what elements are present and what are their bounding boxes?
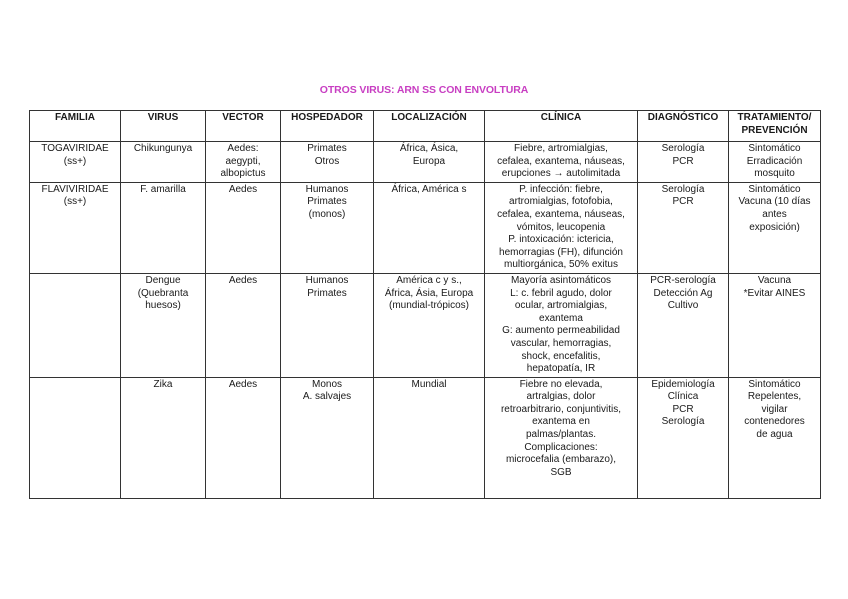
cell-vector: Aedes bbox=[206, 273, 281, 377]
cell-vector: Aedes bbox=[206, 182, 281, 273]
cell-tratamiento: Sintomático Erradicación mosquito bbox=[729, 142, 821, 183]
cell-tratamiento: Vacuna *Evitar AINES bbox=[729, 273, 821, 377]
cell-clinica: Fiebre, artromialgias, cefalea, exantema, náuseas, erupciones → autolimitada bbox=[485, 142, 638, 183]
cell-tratamiento: Sintomático Repelentes, vigilar contenedores de agua bbox=[729, 377, 821, 498]
header-tratamiento: TRATAMIENTO/ PREVENCIÓN bbox=[729, 111, 821, 142]
header-diagnostico: DIAGNÓSTICO bbox=[638, 111, 729, 142]
cell-familia: TOGAVIRIDAE (ss+) bbox=[30, 142, 121, 183]
cell-diagnostico: Serología PCR bbox=[638, 142, 729, 183]
cell-hospedador: Humanos Primates (monos) bbox=[281, 182, 374, 273]
cell-diagnostico: Serología PCR bbox=[638, 182, 729, 273]
header-clinica: CLÍNICA bbox=[485, 111, 638, 142]
cell-familia bbox=[30, 377, 121, 498]
cell-hospedador: Monos A. salvajes bbox=[281, 377, 374, 498]
header-localizacion: LOCALIZACIÓN bbox=[374, 111, 485, 142]
cell-localizacion: África, América s bbox=[374, 182, 485, 273]
cell-vector: Aedes: aegypti, albopictus bbox=[206, 142, 281, 183]
table-row-fiebre-amarilla bbox=[30, 182, 821, 273]
header-virus: VIRUS bbox=[121, 111, 206, 142]
header-familia: FAMILIA bbox=[30, 111, 121, 142]
table-row-chikungunya bbox=[30, 142, 821, 183]
header-vector: VECTOR bbox=[206, 111, 281, 142]
cell-diagnostico: PCR-serología Detección Ag Cultivo bbox=[638, 273, 729, 377]
cell-familia bbox=[30, 273, 121, 377]
cell-hospedador: Humanos Primates bbox=[281, 273, 374, 377]
cell-localizacion: África, Ásica, Europa bbox=[374, 142, 485, 183]
cell-clinica: Mayoría asintomáticos L: c. febril agudo, dolor ocular, artromialgias, exantema G: aumento permeabilidad vascular, hemorragias, shock, encefalitis, hepatopatía, IR bbox=[485, 273, 638, 377]
table-row-zika bbox=[30, 377, 821, 498]
virus-table bbox=[29, 110, 821, 499]
cell-clinica: Fiebre no elevada, artralgias, dolor retroarbitrario, conjuntivitis, exantema en palmas/plantas. Complicaciones: microcefalia (embarazo), SGB bbox=[485, 377, 638, 498]
cell-localizacion: Mundial bbox=[374, 377, 485, 498]
cell-tratamiento: Sintomático Vacuna (10 días antes exposición) bbox=[729, 182, 821, 273]
header-hospedador: HOSPEDADOR bbox=[281, 111, 374, 142]
cell-virus: Zika bbox=[121, 377, 206, 498]
page-title: OTROS VIRUS: ARN SS CON ENVOLTURA bbox=[319, 84, 529, 96]
cell-hospedador: Primates Otros bbox=[281, 142, 374, 183]
cell-diagnostico: Epidemiología Clínica PCR Serología bbox=[638, 377, 729, 498]
cell-virus: Dengue (Quebranta huesos) bbox=[121, 273, 206, 377]
table-row-dengue bbox=[30, 273, 821, 377]
cell-familia: FLAVIVIRIDAE (ss+) bbox=[30, 182, 121, 273]
cell-clinica: P. infección: fiebre, artromialgias, fotofobia, cefalea, exantema, náuseas, vómitos, leucopenia P. intoxicación: ictericia, hemorragias (FH), difunción multiorgánica, 50% exitus bbox=[485, 182, 638, 273]
cell-vector: Aedes bbox=[206, 377, 281, 498]
header-row bbox=[30, 111, 821, 142]
cell-virus: Chikungunya bbox=[121, 142, 206, 183]
cell-localizacion: América c y s., África, Ásia, Europa (mundial-trópicos) bbox=[374, 273, 485, 377]
cell-virus: F. amarilla bbox=[121, 182, 206, 273]
